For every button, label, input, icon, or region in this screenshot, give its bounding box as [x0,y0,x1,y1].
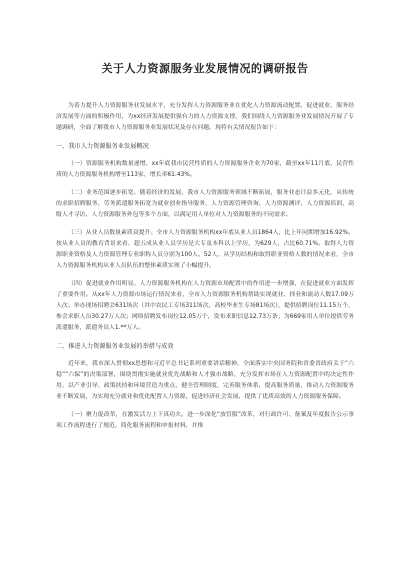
intro-paragraph: 为着力提升人力资源服务业发展水平，充分发挥人力资源服务业在优化人力资源流动配置、促进就业、服务经济发展等方面的积极作用，为xx经济发展提供强有力的人力资源支撑，我们围绕人力资源服务业发展情况开展了专题调研，全面了解我市人力资源服务业发展状况及存在问题。现将有关情况报告如下： [56,103,354,131]
section-2-heading: 二、推进人力资源服务业发展的举措与成效 [56,343,174,350]
section-1-paragraph-2: （二）业务范围逐步拓宽。随着经济的发展，我市人力资源服务领域不断拓展，服务业态日益多元化，从传统的求职招聘服务、劳务派遣服务拓宽为就业创业指导服务、人力资源管理咨询、人力资源测评、人力资源培训、高级人才寻访、人力资源服务外包等多个方面，以满足用人单位对人力资源服务的不同需求。 [56,190,354,218]
section-2-paragraph-2: （一）聚力促改革，在激发活力上下真功夫。进一步深化“放管服”改革，对行政许可、备案及年度报告公示事项工作流程进行了规范，简化服务流程和申报材料，并推 [56,412,354,429]
section-2-paragraph-1: 近年来，我市深入贯彻xx思想和习近平总书记系列重要讲话精神，全面落实中央国务院和省委省政府关于“六稳”“六保”的决策部署，围绕贯彻实施就业优先战略和人才强市战略，充分发挥市场在人力资源配置中的决定性作用，以产业引导、政策扶持和环境营造为重点，健全管理制度，完善服务体系，提高服务质量，推动人力资源服务业不断发展，为实现充分就业和优化配置人力资源，促进经济社会发展，提供了优质高效的人力资源服务保障。 [56,361,354,400]
document-title: 关于人力资源服务业发展情况的调研报告 [101,62,309,75]
section-1-paragraph-3: （三）从业人员数量素质双提升。全市人力资源服务机构xx年底从业人员1864人，比上年同期增加16.92%。按从业人员的教育背景来看，超五成从业人员学历是大专及本科以上学历，为629人，占比60.71%。取得人力资源职业资格及人力资源管理专业职称人员分别为100人、52人，从学历结构和取得职业资格人数的情况来看，全市人力资源服务机构从业人员队伍的整体素质实现了小幅提升。 [56,230,354,269]
section-1-paragraph-1: （一）资源服务机构数量递增。xx年底我市民营性质的人力资源服务企业为70家，截至xx年11月底，民营性质的人力资源服务机构增至113家，增长率61.43%。 [56,161,354,178]
section-1-heading: 一、我市人力资源服务业发展概况 [56,143,149,150]
section-1-paragraph-4: （四）促进就业作用明显。人力资源服务机构在人力资源市场配置中的作用进一步增强，在促进就业方面发挥了重要作用。从xx年人力资源市场运行情况来看，全市人力资源服务机构帮助实现就业、择业和流动人数17.09万人次；举办现场招聘会631场次（其中农民工专场311场次，高校毕业生专场81场次），提供招聘岗位11.15万个，参会求职人员30.27万人次；网络招聘发布岗位12.05万个，发布求职信息12.73万条；为669家用人单位提供劳务派遣服务，派遣务员人1.**万人。 [56,281,354,331]
